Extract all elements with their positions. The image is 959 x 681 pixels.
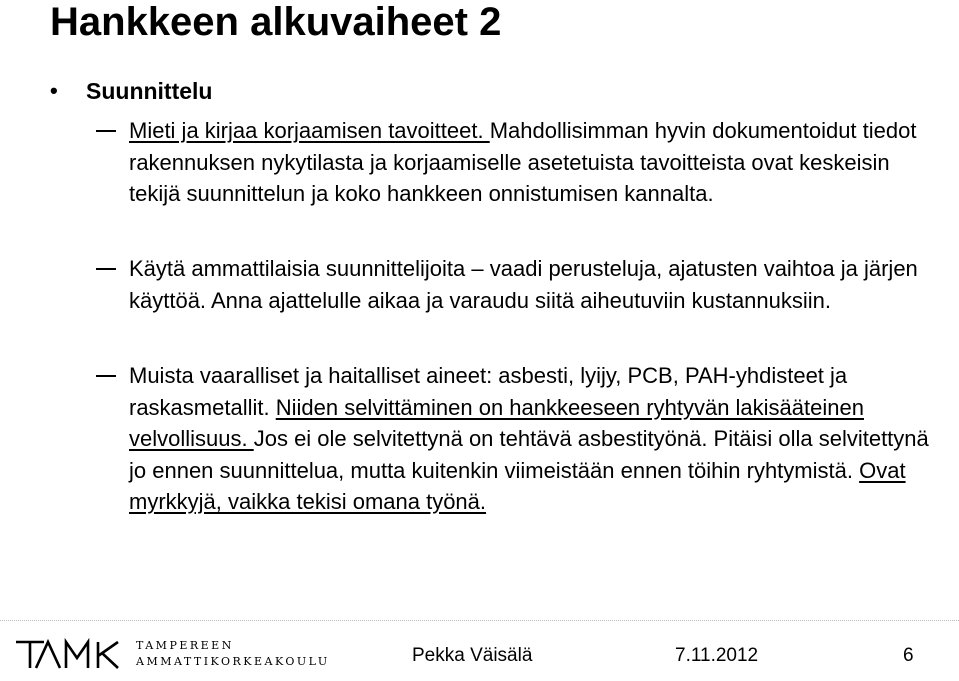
sub-item-professionals (129, 253, 929, 316)
tamk-logo-icon (14, 638, 122, 670)
footer-divider (0, 620, 959, 621)
underlined-text: Ovat myrkkyjä, vaikka tekisi omana työnä. (129, 457, 906, 514)
sub-item-hazardous-materials (129, 360, 929, 518)
underlined-text: Mieti ja kirjaa korjaamisen tavoitteet. (129, 118, 490, 143)
footer-author: Pekka Väisälä (412, 645, 533, 666)
logo-text (136, 638, 330, 670)
dash-icon (96, 130, 116, 132)
dash-icon (96, 375, 116, 377)
sub-item-text: Käytä ammattilaisia suunnittelijoita – vaadi perusteluja, ajatusten vaihtoa ja järjen käyttöä. Anna ajattelulle aikaa ja varaudu siitä aiheutuviin kustannuksiin. (129, 256, 918, 313)
sub-item-text (129, 360, 929, 518)
underlined-text: Niiden selvittäminen on hankkeeseen ryhtyvän lakisääteinen velvollisuus. (129, 394, 864, 451)
body-text: Jos ei ole selvitettynä on tehtävä asbestityönä. Pitäisi olla selvitettynä jo ennen suunnittelua, mutta kuitenkin viimeistään ennen töihin ryhtymistä. (129, 426, 929, 483)
dash-icon (96, 268, 116, 270)
page-number: 6 (903, 645, 914, 666)
sub-item-goals (129, 115, 929, 210)
bullet-label: Suunnittelu (86, 77, 213, 104)
body-text: Mahdollisimman hyvin dokumentoidut tiedot rakennuksen nykytilasta ja korjaamiselle asetetuista tavoitteista ovat keskeisin tekijä suunnittelun ja koko hankkeen onnistumisen kannalta. (129, 118, 917, 206)
body-text: Muista vaaralliset ja haitalliset aineet: asbesti, lyijy, PCB, PAH-yhdisteet ja raskasmetallit. (129, 363, 848, 420)
bullet-dot-icon: • (50, 78, 58, 103)
bullet-suunnittelu (50, 76, 212, 106)
footer-date: 7.11.2012 (675, 645, 759, 666)
logo-line-1: TAMPEREEN (136, 639, 234, 652)
sub-item-text (129, 115, 929, 210)
tamk-logo (14, 638, 330, 670)
logo-line-2: AMMATTIKORKEAKOULU (136, 655, 330, 668)
slide-title: Hankkeen alkuvaiheet 2 (50, 0, 502, 44)
